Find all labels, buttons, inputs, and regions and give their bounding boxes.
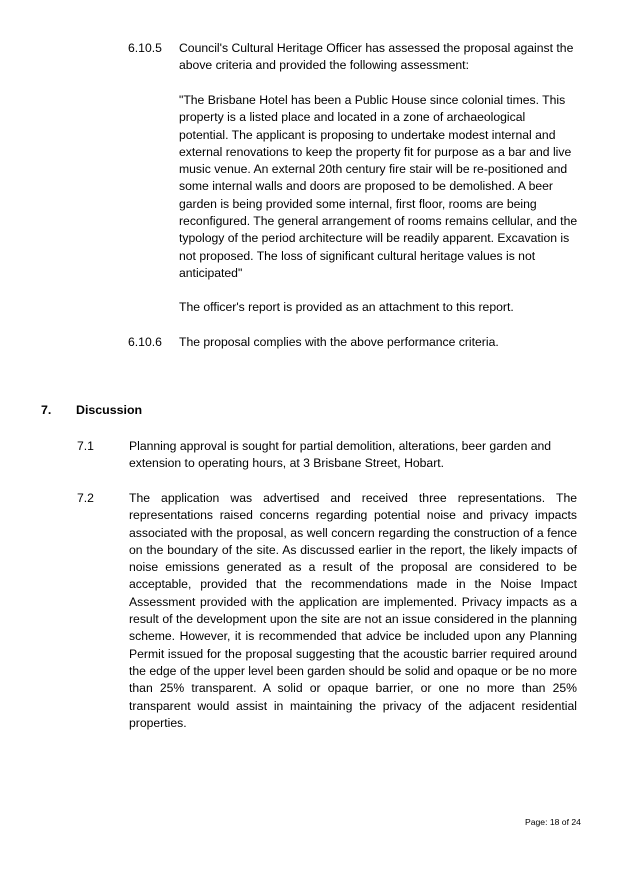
- text-line: potential. The applicant is proposing to undertake modest internal and: [179, 127, 556, 142]
- text-line: property is a listed place and located in a zone of archaeological: [179, 110, 526, 125]
- text-line: garden is being provided some internal, first floor, rooms are being: [179, 196, 537, 211]
- clause-number-7-1: 7.1: [77, 439, 94, 453]
- text-line: anticipated": [179, 265, 243, 280]
- text-line: music venue. An external 20th century fire stair will be re-positioned and: [179, 162, 568, 177]
- text-line: extension to operating hours, at 3 Brisbane Street, Hobart.: [129, 456, 445, 471]
- text-line: The proposal complies with the above performance criteria.: [179, 335, 499, 349]
- text-line: The application was advertised and received three representations. The: [129, 491, 577, 505]
- text-line: noise emissions generated as a result of the proposal are considered to be: [129, 560, 577, 575]
- text-line: Permit issued for the proposal suggesting that the acoustic barrier required around: [129, 646, 577, 661]
- clause-number-7-2: 7.2: [77, 491, 94, 505]
- clause-6-10-5-intro: [179, 40, 575, 75]
- text-line: representations raised concerns regarding potential noise and privacy impacts: [129, 508, 577, 523]
- section-number-7: 7.: [41, 403, 52, 417]
- officer-report-note: [179, 299, 575, 316]
- text-line: than 25% transparent. A solid or opaque barrier, or one no more than 25%: [129, 681, 577, 696]
- text-line: typology of the period architecture will be readily apparent. Excavation is: [179, 231, 570, 246]
- text-line: Assessment provided with the application are implemented. Privacy impacts as a: [129, 594, 577, 609]
- text-line: not proposed. The loss of significant cultural heritage values is not: [179, 248, 536, 263]
- text-line: on the boundary of the site. As discussed earlier in the report, the likely impacts of: [129, 542, 577, 557]
- text-line: external renovations to keep the property fit for purpose as a bar and live: [179, 144, 572, 159]
- text-line: "The Brisbane Hotel has been a Public House since colonial times. This: [179, 93, 566, 107]
- text-line: Council's Cultural Heritage Officer has assessed the proposal against the: [179, 41, 574, 55]
- text-line: transparent would assist in maintaining the privacy of the adjacent residential: [129, 698, 577, 713]
- text-line: some internal walls and doors are proposed to be demolished. A beer: [179, 179, 553, 194]
- clause-7-2-text: [129, 490, 577, 732]
- text-line: The officer's report is provided as an attachment to this report.: [179, 300, 514, 314]
- text-line: reconfigured. The general arrangement of rooms remains cellular, and the: [179, 214, 578, 229]
- text-line: acceptable, provided that the recommendations made in the Noise Impact: [129, 577, 577, 592]
- section-title-discussion: Discussion: [76, 403, 143, 417]
- text-line: the edge of the upper level been garden should be solid and opaque or be no more: [129, 663, 577, 678]
- clause-number-6-10-6: 6.10.6: [128, 335, 162, 349]
- heritage-officer-quote: [179, 92, 578, 282]
- clause-6-10-6-text: [179, 334, 575, 351]
- page-number: Page: 18 of 24: [525, 817, 581, 827]
- text-line: associated with the proposal, as well concern regarding the construction of a fence: [129, 525, 577, 540]
- clause-number-6-10-5: 6.10.5: [128, 41, 162, 55]
- clause-7-1-text: [129, 438, 577, 473]
- text-line: result of the development upon the site are not an issue considered in the planning: [129, 612, 577, 627]
- text-line: properties.: [129, 715, 187, 730]
- text-line: Planning approval is sought for partial demolition, alterations, beer garden and: [129, 439, 552, 453]
- text-line: scheme. However, it is recommended that advice be included upon any Planning: [129, 629, 577, 644]
- text-line: above criteria and provided the following assessment:: [179, 58, 469, 73]
